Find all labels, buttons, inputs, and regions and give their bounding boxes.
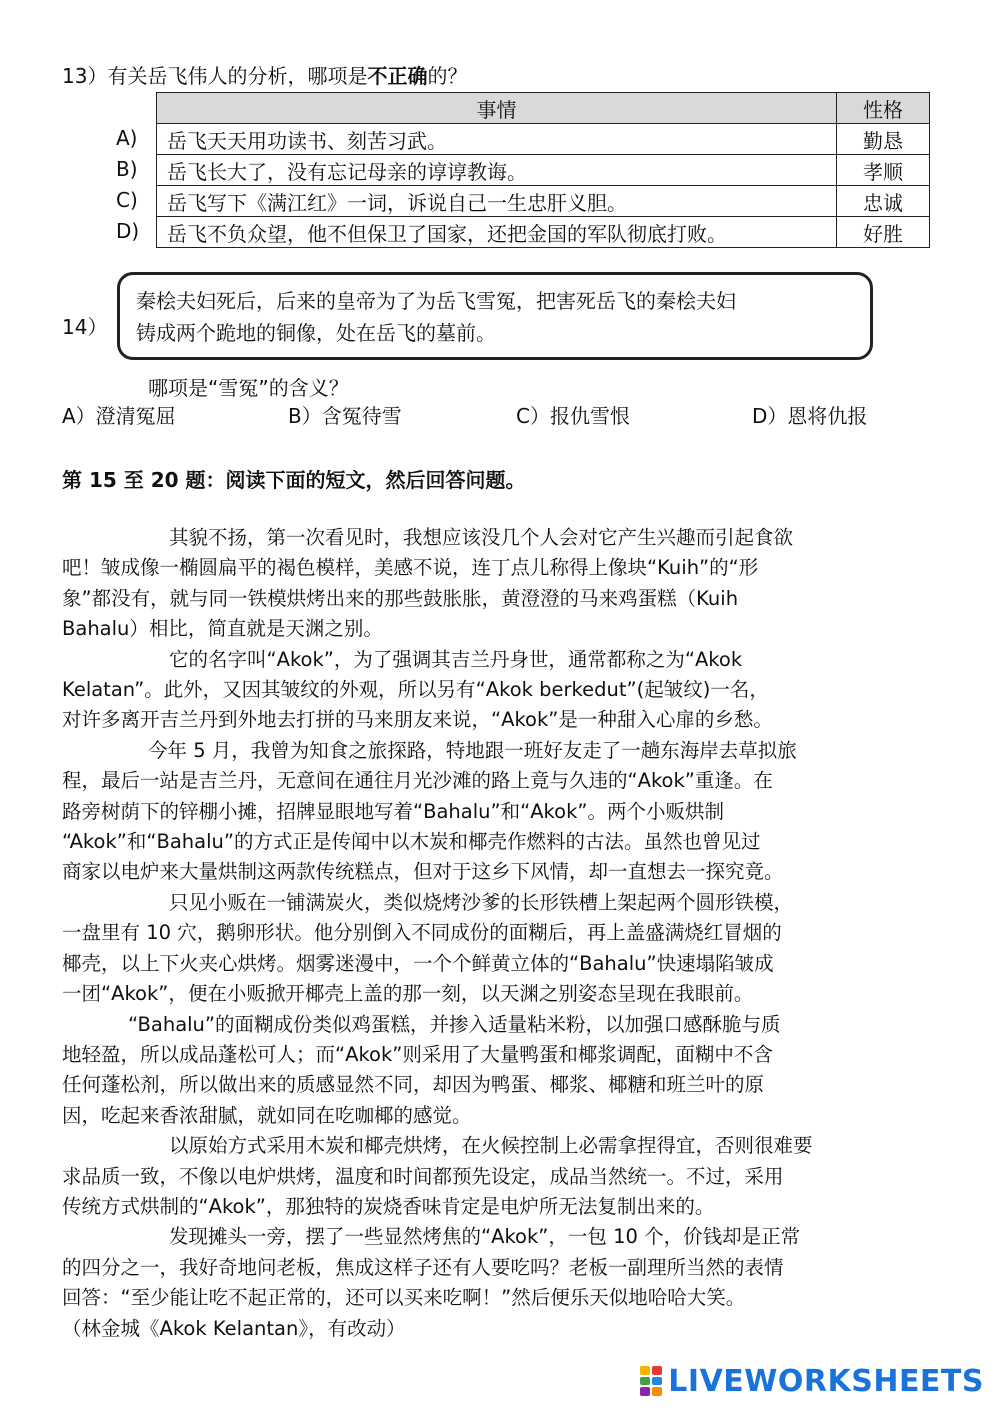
- question-14-option-c: C）报仇雪恨: [516, 404, 630, 428]
- passage-paragraph-5: [62, 1010, 938, 1132]
- passage-paragraph-3: [62, 736, 938, 888]
- option-label-b: B): [116, 157, 138, 181]
- passage-line: 发现摊头一旁，摆了一些显然烤焦的“Akok”，一包 10 个，价钱却是正常: [169, 1225, 801, 1249]
- option-label-c: C): [116, 188, 138, 212]
- passage-line: 只见小贩在一铺满炭火，类似烧烤沙爹的长形铁槽上架起两个圆形铁模，: [169, 890, 794, 914]
- passage-line: 象”都没有，就与同一铁模烘烤出来的那些鼓胀胀，黄澄澄的马来鸡蛋糕（Kuih: [62, 586, 739, 610]
- question-14-option-a: A）澄清冤屈: [62, 404, 176, 428]
- table-row: [157, 186, 930, 217]
- liveworksheets-logo-text: LIVEWORKSHEETS: [668, 1363, 984, 1399]
- option-d-event: 岳飞不负众望，他不但保卫了国家，还把金国的军队彻底打败。: [157, 217, 837, 248]
- passage-paragraph-6: [62, 1131, 938, 1222]
- passage-line: Bahalu）相比，简直就是天渊之别。: [62, 617, 383, 641]
- passage-line: Kelatan”。此外，又因其皱纹的外观，所以另有“Akok berkedut”(起皱纹)一名，: [62, 678, 769, 702]
- passage-line: 商家以电炉来大量烘制这两款传统糕点，但对于这乡下风情，却一直想去一探究竟。: [62, 860, 784, 884]
- quote-line: 铸成两个跪地的铜像，处在岳飞的墓前。: [136, 321, 496, 345]
- option-a-trait: 勤恳: [837, 124, 930, 155]
- table-header-event: 事情: [157, 93, 837, 124]
- option-c-trait: 忠诚: [837, 186, 930, 217]
- option-b-event: 岳飞长大了，没有忘记母亲的谆谆教诲。: [157, 155, 837, 186]
- passage-paragraph-1: [62, 523, 938, 645]
- option-c-event: 岳飞写下《满江红》一词，诉说自己一生忠肝义胆。: [157, 186, 837, 217]
- passage-line: 地轻盈，所以成品蓬松可人；而“Akok”则采用了大量鸭蛋和椰浆调配，面糊中不含: [62, 1042, 773, 1066]
- section-heading: 第 15 至 20 题：阅读下面的短文，然后回答问题。: [62, 468, 526, 492]
- passage-line: 吧！皱成像一椭圆扁平的褐色模样，美感不说，连丁点儿称得上像块“Kuih”的“形: [62, 556, 759, 580]
- question-14-prompt: 哪项是“雪冤”的含义？: [148, 376, 349, 400]
- passage-line: 任何蓬松剂，所以做出来的质感显然不同，却因为鸭蛋、椰浆、椰糖和班兰叶的原: [62, 1073, 765, 1097]
- table-header-trait: 性格: [837, 93, 930, 124]
- table-row: [157, 217, 930, 248]
- passage-line: 路旁树荫下的锌棚小摊，招牌显眼地写着“Bahalu”和“Akok”。两个小贩烘制: [62, 799, 724, 823]
- question-14-quote-box: [117, 272, 873, 360]
- passage-line: 程，最后一站是吉兰丹，无意间在通往月光沙滩的路上竟与久违的“Akok”重逢。在: [62, 769, 773, 793]
- option-d-trait: 好胜: [837, 217, 930, 248]
- question-13-emphasis: 不正确: [367, 64, 428, 88]
- passage-line: 其貌不扬，第一次看见时，我想应该没几个人会对它产生兴趣而引起食欲: [169, 526, 794, 549]
- passage-source-citation: （林金城《Akok Kelantan》，有改动）: [62, 1316, 406, 1340]
- passage-line: 一团“Akok”，便在小贩掀开椰壳上盖的那一刻，以天渊之别姿态呈现在我眼前。: [62, 982, 754, 1006]
- table-row: [157, 124, 930, 155]
- option-label-d: D): [116, 219, 140, 243]
- passage-line: 今年 5 月，我曾为知食之旅探路，特地跟一班好友走了一趟东海岸去草拟旅: [148, 738, 797, 762]
- question-14-number: 14）: [62, 315, 108, 339]
- passage-line: 它的名字叫“Akok”，为了强调其吉兰丹身世，通常都称之为“Akok: [169, 647, 743, 671]
- passage-line: 回答：“至少能让吃不起正常的，还可以买来吃啊！”然后便乐天似地哈哈大笑。: [62, 1286, 746, 1310]
- passage-line: “Akok”和“Bahalu”的方式正是传闻中以木炭和椰壳作燃料的古法。虽然也曾见过: [62, 830, 761, 854]
- passage-line: 的四分之一，我好奇地问老板，焦成这样子还有人要吃吗？老板一副理所当然的表情: [62, 1255, 784, 1279]
- passage-line: 椰壳，以上下火夹心烘烤。烟雾迷漫中，一个个鲜黄立体的“Bahalu”快速塌陷皱成: [62, 951, 774, 975]
- question-14-option-d: D）恩将仇报: [752, 404, 868, 428]
- passage-line: 以原始方式采用木炭和椰壳烘烤，在火候控制上必需拿捏得宜，否则很难要: [169, 1134, 813, 1158]
- passage-line: 对许多离开吉兰丹到外地去打拼的马来朋友来说，“Akok”是一种甜入心扉的乡愁。: [62, 708, 773, 732]
- liveworksheets-logo: [640, 1362, 984, 1400]
- question-13-prompt: 13）有关岳飞伟人的分析，哪项是不正确的？: [62, 64, 468, 88]
- option-a-event: 岳飞天天用功读书、刻苦习武。: [157, 124, 837, 155]
- option-b-trait: 孝顺: [837, 155, 930, 186]
- passage-source: [62, 1314, 938, 1344]
- passage-line: 求品质一致，不像以电炉烘烤，温度和时间都预先设定，成品当然统一。不过，采用: [62, 1164, 784, 1188]
- table-row: [157, 155, 930, 186]
- question-14-option-b: B）含冤待雪: [288, 404, 402, 428]
- passage-line: 一盘里有 10 穴，鹅卵形状。他分别倒入不同成份的面糊后，再上盖盛满烧红冒烟的: [62, 921, 782, 945]
- passage-paragraph-7: [62, 1222, 938, 1313]
- passage-line: 因，吃起来香浓甜腻，就如同在吃咖椰的感觉。: [62, 1103, 472, 1127]
- passage-paragraph-4: [62, 888, 938, 1010]
- quote-line: 秦桧夫妇死后，后来的皇帝为了为岳飞雪冤，把害死岳飞的秦桧夫妇: [136, 289, 736, 313]
- liveworksheets-logo-icon: [640, 1366, 662, 1396]
- question-13-table: [156, 92, 930, 248]
- reading-passage: [62, 523, 938, 1344]
- passage-line: 传统方式烘制的“Akok”，那独特的炭烧香味肯定是电炉所无法复制出来的。: [62, 1194, 715, 1218]
- option-label-a: A): [116, 126, 138, 150]
- passage-line: “Bahalu”的面糊成份类似鸡蛋糕，并掺入适量粘米粉，以加强口感酥脆与质: [128, 1012, 781, 1036]
- passage-paragraph-2: [62, 645, 938, 736]
